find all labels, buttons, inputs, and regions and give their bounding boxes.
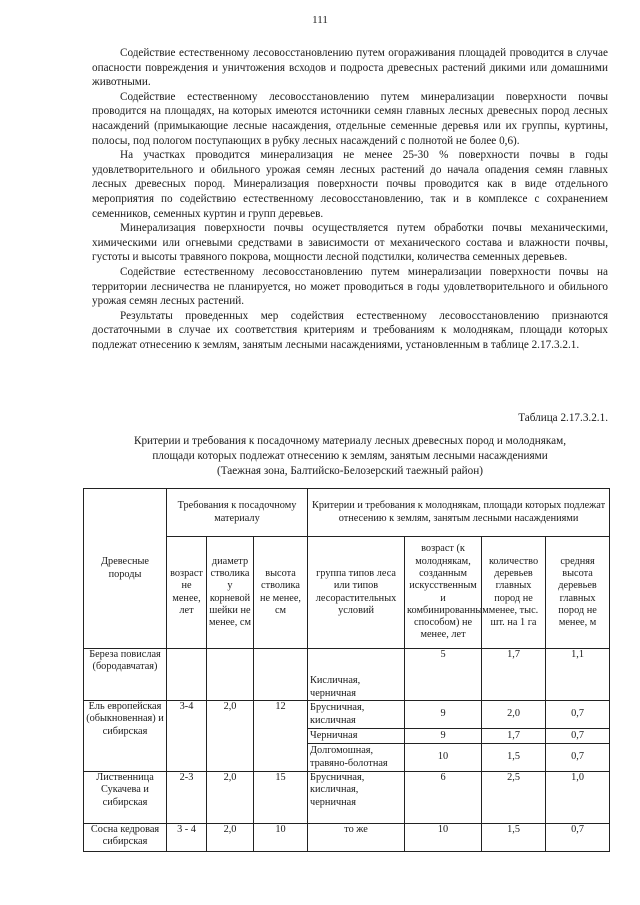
page-number: 111 — [312, 14, 328, 26]
table-row — [84, 649, 610, 701]
table-row — [84, 701, 610, 729]
header-diameter: диаметр стволика у корневой шейки не менее, см — [207, 537, 254, 649]
forest-type-cell: Черничная — [308, 729, 405, 744]
table-caption: Таблица 2.17.3.2.1. — [518, 412, 608, 424]
header-planting-material: Требования к посадочному материалу — [167, 489, 308, 537]
tree-count-cell: 1,5 — [482, 824, 546, 852]
paragraph: Содействие естественному лесовосстановлению путем минерализации поверхности почвы на территории лесничества не планируется, но может проводиться в годы удовлетворительного и обильного урожая семян лесных растений. — [92, 265, 608, 308]
mean-height-cell: 0,7 — [546, 744, 610, 772]
species-cell: Лиственница Сукачева и сибирская — [84, 772, 167, 824]
diameter-cell: 2,0 — [207, 772, 254, 824]
forest-type-cell: Долгомошная, травяно-болотная — [308, 744, 405, 772]
mean-height-cell: 0,7 — [546, 824, 610, 852]
table-title-line: площади которых подлежат отнесению к землям, занятым лесными насаждениями — [152, 450, 548, 462]
table-title — [92, 434, 608, 479]
paragraph: Содействие естественному лесовосстановлению путем минерализации поверхности почвы проводится на площадях, на которых имеются источники семян главных лесных древесных пород лесных насаждений (примыкающие лесные насаждения, отдельные семенные деревья или их группы, куртины, полосы, под пологом поступающих в рубку лесных насаждений с полнотой не более 0,6). — [92, 90, 608, 147]
stem-height-cell: 12 — [254, 701, 308, 772]
age-cell: 2-3 — [167, 772, 207, 824]
young-age-cell: 10 — [405, 824, 482, 852]
mean-height-cell: 0,7 — [546, 701, 610, 729]
paragraph: Содействие естественному лесовосстановлению путем огораживания площадей проводится в случае опасности повреждения и уничтожения всходов и подроста древесных растений дикими или домашними животными. — [92, 47, 608, 89]
diameter-cell: 2,0 — [207, 824, 254, 852]
header-young-stands: Критерии и требования к молоднякам, площади которых подлежат отнесению к землям, занятым лесными насаждениями — [308, 489, 610, 537]
header-age: возраст не менее, лет — [167, 537, 207, 649]
header-species: Древесные породы — [84, 489, 167, 649]
young-age-cell: 6 — [405, 772, 482, 824]
tree-count-cell: 2,5 — [482, 772, 546, 824]
species-cell: Сосна кедровая сибирская — [84, 824, 167, 852]
header-forest-type: группа типов леса или типов лесорастительных условий — [308, 537, 405, 649]
table-title-line: Критерии и требования к посадочному материалу лесных древесных пород и молоднякам, — [134, 435, 566, 447]
stem-height-cell: 10 — [254, 824, 308, 852]
forest-type-cell: то же — [308, 824, 405, 852]
young-age-cell: 9 — [405, 729, 482, 744]
table-title-line: (Таежная зона, Балтийско-Белозерский таежный район) — [217, 465, 483, 477]
criteria-table — [83, 488, 610, 852]
header-stem-height: высота стволика не менее, см — [254, 537, 308, 649]
age-cell: 3-4 — [167, 701, 207, 772]
paragraph: На участках проводится минерализация не менее 25-30 % поверхности почвы в годы удовлетворительного и обильного урожая семян лесных растений до начала опадения семян главных лесных древесных пород. Минерализация поверхности почвы проводится как в виде отдельного мероприятия по содействию естественному лесовосстановлению, так и в комплексе с сохранением семенников, семенных куртин и групп деревьев. — [92, 149, 608, 220]
header-mean-height: средняя высота деревьев главных пород не менее, м — [546, 537, 610, 649]
tree-count-cell: 1,7 — [482, 729, 546, 744]
species-cell: Ель европейская (обыкновенная) и сибирская — [84, 701, 167, 772]
paragraph: Результаты проведенных мер содействия естественному лесовосстановлению признаются достаточными в случае их соответствия критериям и требованиям к молоднякам, площади которых подлежат отнесению к землям, занятым лесными насаждениями, установленным в таблице 2.17.3.2.1. — [92, 309, 608, 351]
forest-type-cell: Кисличная, черничная — [308, 649, 405, 701]
tree-count-cell: 1,5 — [482, 744, 546, 772]
species-cell: Береза повислая (бородавчатая) — [84, 649, 167, 701]
age-cell: 3 - 4 — [167, 824, 207, 852]
header-young-age: возраст (к молоднякам, созданным искусственным и комбинированным способом) не менее, лет — [405, 537, 482, 649]
forest-type-cell: Брусничная, кисличная — [308, 701, 405, 729]
mean-height-cell: 0,7 — [546, 729, 610, 744]
paragraph: Минерализация поверхности почвы осуществляется путем обработки почвы механическими, химическими или огневыми средствами в зависимости от механического состава и влажности почвы, густоты и высоты травяного покрова, мощности лесной подстилки, количества семенных деревьев. — [92, 222, 608, 264]
tree-count-cell: 2,0 — [482, 701, 546, 729]
header-tree-count: количество деревьев главных пород не менее, тыс. шт. на 1 га — [482, 537, 546, 649]
mean-height-cell: 1,0 — [546, 772, 610, 824]
body-text — [92, 46, 608, 352]
young-age-cell: 10 — [405, 744, 482, 772]
young-age-cell: 5 — [405, 649, 482, 701]
stem-height-cell: 15 — [254, 772, 308, 824]
young-age-cell: 9 — [405, 701, 482, 729]
table-row — [84, 824, 610, 852]
tree-count-cell: 1,7 — [482, 649, 546, 701]
diameter-cell: 2,0 — [207, 701, 254, 772]
table-row — [84, 772, 610, 824]
forest-type-cell: Брусничная, кисличная, черничная — [308, 772, 405, 824]
mean-height-cell: 1,1 — [546, 649, 610, 701]
